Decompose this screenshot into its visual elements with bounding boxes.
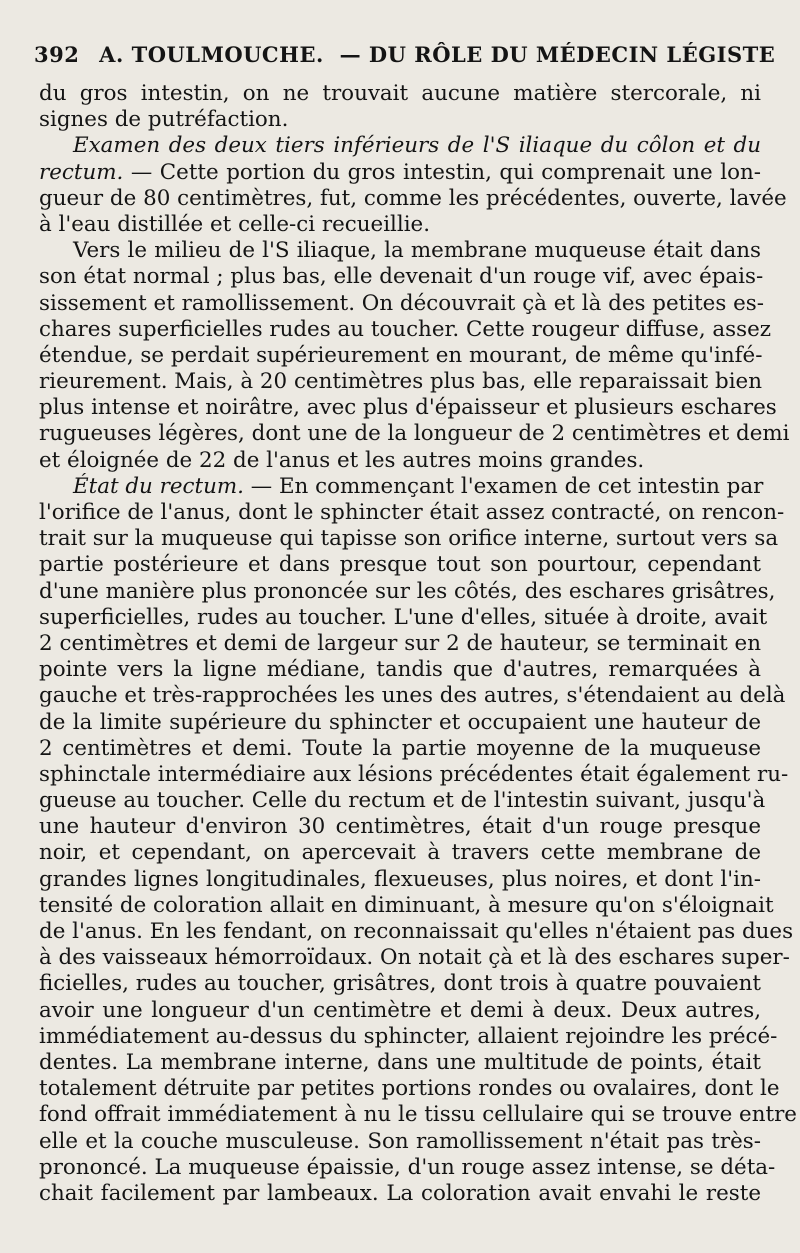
text-line <box>39 1102 797 1128</box>
line-text: partie postérieure et dans presque tout son pourtour, cependant <box>39 552 761 578</box>
line-text: son état normal ; plus bas, elle devenait d'un rouge vif, avec épais- <box>39 264 764 290</box>
line-text: pointe vers la ligne médiane, tandis que d'autres, remarquées à <box>39 657 761 683</box>
line-text: rugueuses légères, dont une de la longueur de 2 centimètres et demi <box>39 421 790 447</box>
text-line <box>39 971 761 997</box>
text-line <box>39 264 764 290</box>
italic-heading: Examen des deux tiers inférieurs de l'S iliaque du côlon et du <box>73 133 761 159</box>
text-line <box>39 892 774 919</box>
line-text: grandes lignes longitudinales, flexueuses, plus noires, et dont l'in- <box>39 866 761 892</box>
text-line <box>39 1129 761 1155</box>
text-line <box>39 290 764 317</box>
line-text: gueur de 80 centimètres, fut, comme les précédentes, ouverte, lavée <box>39 185 787 211</box>
line-text: superficielles, rudes au toucher. L'une d'elles, située à droite, avait <box>39 604 768 630</box>
text-line <box>39 1023 778 1050</box>
text-line <box>39 761 789 788</box>
text-line <box>39 473 764 500</box>
line-text: d'une manière plus prononcée sur les côtés, des eschares grisâtres, <box>39 578 776 604</box>
text-line <box>39 998 761 1024</box>
header-dash: — <box>339 42 362 67</box>
text-line <box>39 1076 780 1102</box>
line-text: prononcé. La muqueuse épaissie, d'un rouge assez intense, se déta- <box>39 1154 776 1180</box>
text-line <box>39 526 779 552</box>
line-text: noir, et cependant, on apercevait à travers cette membrane de <box>39 840 761 866</box>
text-line <box>39 212 761 238</box>
line-text: à l'eau distillée et celle-ci recueillie. <box>39 211 431 237</box>
text-line <box>39 710 761 736</box>
line-text: du gros intestin, on ne trouvait aucune matière stercorale, ni <box>39 81 761 106</box>
text-line <box>39 604 768 631</box>
line-text: plus intense et noirâtre, avec plus d'épaisseur et plusieurs eschares <box>39 395 777 421</box>
line-text: totalement détruite par petites portions rondes ou ovalaires, dont le <box>39 1076 780 1102</box>
line-text: de l'anus. En les fendant, on reconnaissait qu'elles n'étaient pas dues <box>39 919 794 944</box>
line-text: étendue, se perdait supérieurement en mourant, de même qu'infé- <box>39 342 763 368</box>
line-text: immédiatement au-dessus du sphincter, allaient rejoindre les précé- <box>39 1023 778 1049</box>
italic-heading: rectum. <box>39 159 124 185</box>
line-text: à des vaisseaux hémorroïdaux. On notait çà et là des eschares super- <box>39 945 790 971</box>
text-line <box>39 1050 761 1076</box>
page-number: 392 <box>34 42 80 67</box>
text-line <box>39 867 761 893</box>
line-text: trait sur la muqueuse qui tapisse son orifice interne, surtout vers sa <box>39 526 779 552</box>
text-line <box>39 421 790 447</box>
line-text: — Cette portion du gros intestin, qui comprenait une lon- <box>123 159 761 185</box>
text-line <box>39 160 761 186</box>
text-line <box>39 631 761 657</box>
text-line <box>39 1154 776 1181</box>
line-text: l'orifice de l'anus, dont le sphincter était assez contracté, on rencon- <box>39 500 785 525</box>
line-text: fond offrait immédiatement à nu le tissu cellulaire qui se trouve entre <box>39 1102 797 1128</box>
line-text: avoir une longueur d'un centimètre et demi à deux. Deux autres, <box>39 997 761 1023</box>
text-line <box>39 788 766 814</box>
text-line <box>39 133 761 159</box>
line-text: sissement et ramollissement. On découvrait çà et là des petites es- <box>39 290 764 316</box>
text-line <box>39 185 787 212</box>
line-text: 2 centimètres et demi de largeur sur 2 de hauteur, se terminait en <box>39 630 761 656</box>
text-line <box>39 369 761 395</box>
text-line <box>39 448 761 474</box>
line-text: chares superficielles rudes au toucher. Cette rougeur diffuse, assez <box>39 316 772 342</box>
text-line <box>39 919 794 945</box>
text-line <box>39 814 761 840</box>
line-text: sphinctale intermédiaire aux lésions précédentes était également ru- <box>39 761 789 787</box>
line-text: signes de putréfaction. <box>39 107 289 133</box>
line-text: dentes. La membrane interne, dans une multitude de points, était <box>39 1049 761 1075</box>
italic-heading: État du rectum. <box>73 473 244 499</box>
text-line <box>39 736 761 762</box>
text-line <box>39 657 761 683</box>
line-text: chait facilement par lambeaux. La coloration avait envahi le reste <box>39 1180 761 1206</box>
body-text <box>39 81 797 1207</box>
line-text: Vers le milieu de l'S iliaque, la membrane muqueuse était dans <box>73 238 761 264</box>
line-text: et éloignée de 22 de l'anus et les autres moins grandes. <box>39 447 645 473</box>
line-text: — En commençant l'examen de cet intestin par <box>243 473 764 499</box>
text-line <box>39 107 761 133</box>
line-text: rieurement. Mais, à 20 centimètres plus bas, elle reparaissait bien <box>39 369 762 395</box>
text-line <box>39 395 777 421</box>
text-line <box>39 1181 761 1207</box>
line-text: ficielles, rudes au toucher, grisâtres, dont trois à quatre pouvaient <box>39 971 761 997</box>
text-line <box>39 500 785 526</box>
line-text: elle et la couche musculeuse. Son ramollissement n'était pas très- <box>39 1128 761 1154</box>
text-line <box>39 316 772 343</box>
line-text: de la limite supérieure du sphincter et occupaient une hauteur de <box>39 709 761 735</box>
header-title: DU RÔLE DU MÉDECIN LÉGISTE <box>368 42 776 67</box>
header-author: A. TOULMOUCHE. <box>99 42 324 67</box>
text-line <box>39 238 761 264</box>
text-line <box>39 81 761 107</box>
line-text: 2 centimètres et demi. Toute la partie moyenne de la muqueuse <box>39 735 761 761</box>
text-line <box>39 945 790 971</box>
text-line <box>39 343 761 369</box>
line-text: gueuse au toucher. Celle du rectum et de l'intestin suivant, jusqu'à <box>39 788 766 814</box>
line-text: gauche et très-rapprochées les unes des autres, s'étendaient au delà <box>39 683 786 709</box>
line-text: tensité de coloration allait en diminuant, à mesure qu'on s'éloignait <box>39 892 774 918</box>
line-text: une hauteur d'environ 30 centimètres, était d'un rouge presque <box>39 814 761 840</box>
running-header <box>34 42 776 67</box>
text-line <box>39 840 761 866</box>
text-line <box>39 578 776 605</box>
text-line <box>39 552 761 578</box>
text-line <box>39 683 786 709</box>
